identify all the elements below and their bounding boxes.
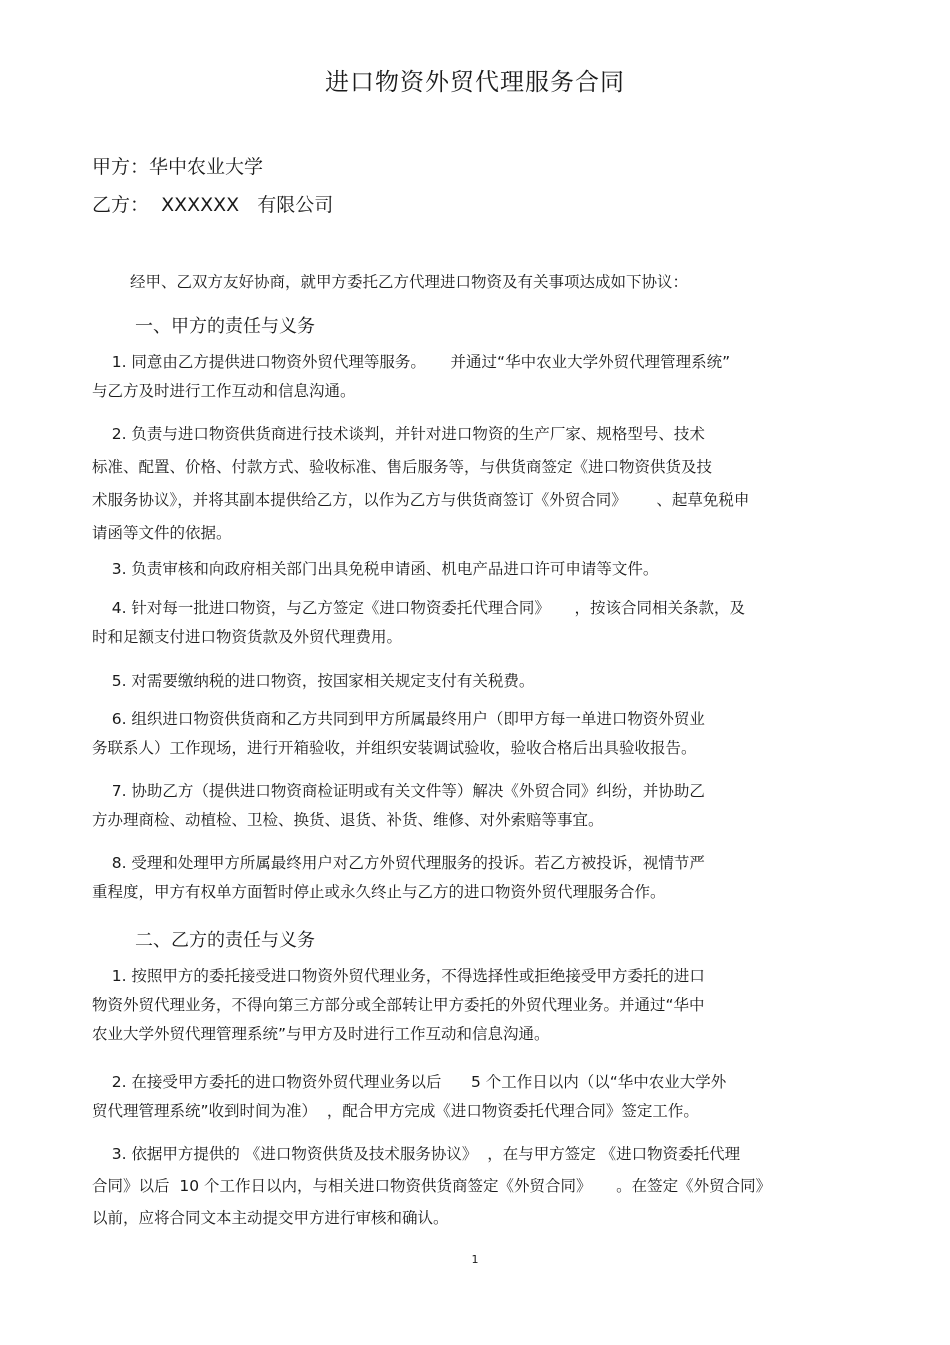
paragraph-line: 物资外贸代理业务，不得向第三方部分或全部转让甲方委托的外贸代理业务。并通过“华中 (92, 996, 705, 1014)
paragraph-line: 8. 受理和处理甲方所属最终用户对乙方外贸代理服务的投诉。若乙方被投诉，视情节严 (92, 854, 705, 872)
paragraph-line: 4. 针对每一批进口物资，与乙方签定《进口物资委托代理合同》 ，按该合同相关条款，及 (92, 599, 746, 617)
section1-item-5 (92, 667, 862, 696)
paragraph-line: 5. 对需要缴纳税的进口物资，按国家相关规定支付有关税费。 (92, 672, 535, 690)
paragraph-line: 时和足额支付进口物资货款及外贸代理费用。 (92, 628, 403, 646)
party-b: 乙方： XXXXXX 有限公司 (92, 194, 334, 216)
document-title: 进口物资外贸代理服务合同 (325, 68, 625, 96)
section1-item-2 (92, 420, 862, 548)
paragraph-line: 重程度，甲方有权单方面暂时停止或永久终止与乙方的进口物资外贸代理服务合作。 (92, 883, 666, 901)
section2-item-2 (92, 1068, 862, 1126)
section1-item-3 (92, 555, 862, 584)
paragraph-line: 贸代理管理系统”收到时间为准） ，配合甲方完成《进口物资委托代理合同》签定工作。 (92, 1102, 699, 1120)
paragraph-line: 2. 负责与进口物资供货商进行技术谈判，并针对进口物资的生产厂家、规格型号、技术 (92, 425, 705, 443)
paragraph-line: 务联系人）工作现场，进行开箱验收，并组织安装调试验收，验收合格后出具验收报告。 (92, 739, 697, 757)
paragraph-line: 6. 组织进口物资供货商和乙方共同到甲方所属最终用户（即甲方每一单进口物资外贸业 (92, 710, 705, 728)
party-a: 甲方：华中农业大学 (92, 156, 264, 178)
section1-item-1 (92, 348, 862, 406)
paragraph-line: 农业大学外贸代理管理系统”与甲方及时进行工作互动和信息沟通。 (92, 1025, 550, 1043)
section1-item-4 (92, 594, 862, 652)
section2-item-3 (92, 1140, 862, 1233)
paragraph-line: 3. 依据甲方提供的 《进口物资供货及技术服务协议》 ，在与甲方签定 《进口物资委托代理 (92, 1145, 741, 1163)
paragraph-line: 3. 负责审核和向政府相关部门出具免税申请函、机电产品进口许可申请等文件。 (92, 560, 659, 578)
paragraph-line: 2. 在接受甲方委托的进口物资外贸代理业务以后 5 个工作日以内（以“华中农业大学外 (92, 1073, 727, 1091)
paragraph-line: 术服务协议》，并将其副本提供给乙方，以作为乙方与供货商签订《外贸合同》 、起草免税申 (92, 491, 750, 509)
paragraph-line: 方办理商检、动植检、卫检、换货、退货、补货、维修、对外索赔等事宜。 (92, 811, 604, 829)
paragraph-line: 1. 按照甲方的委托接受进口物资外贸代理业务，不得选择性或拒绝接受甲方委托的进口 (92, 967, 705, 985)
section-heading-party-b-duties: 二、乙方的责任与义务 (135, 930, 315, 951)
page-number: 1 (471, 1253, 479, 1266)
paragraph-line: 标准、配置、价格、付款方式、验收标准、售后服务等，与供货商签定《进口物资供货及技 (92, 458, 713, 476)
intro-paragraph: 经甲、乙双方友好协商，就甲方委托乙方代理进口物资及有关事项达成如下协议： (130, 273, 689, 291)
section1-item-7 (92, 777, 862, 835)
paragraph-line: 1. 同意由乙方提供进口物资外贸代理等服务。 并通过“华中农业大学外贸代理管理系统” (92, 353, 731, 371)
section2-item-1 (92, 962, 862, 1049)
paragraph-line: 7. 协助乙方（提供进口物资商检证明或有关文件等）解决《外贸合同》纠纷，并协助乙 (92, 782, 705, 800)
paragraph-line: 与乙方及时进行工作互动和信息沟通。 (92, 382, 356, 400)
paragraph-line: 以前，应将合同文本主动提交甲方进行审核和确认。 (92, 1209, 449, 1227)
paragraph-line: 请函等文件的依据。 (92, 524, 232, 542)
section1-item-6 (92, 705, 862, 763)
paragraph-line: 合同》以后 10 个工作日以内，与相关进口物资供货商签定《外贸合同》 。在签定《外贸合同》 (92, 1177, 772, 1195)
section-heading-party-a-duties: 一、甲方的责任与义务 (135, 316, 315, 337)
section1-item-8 (92, 849, 862, 907)
